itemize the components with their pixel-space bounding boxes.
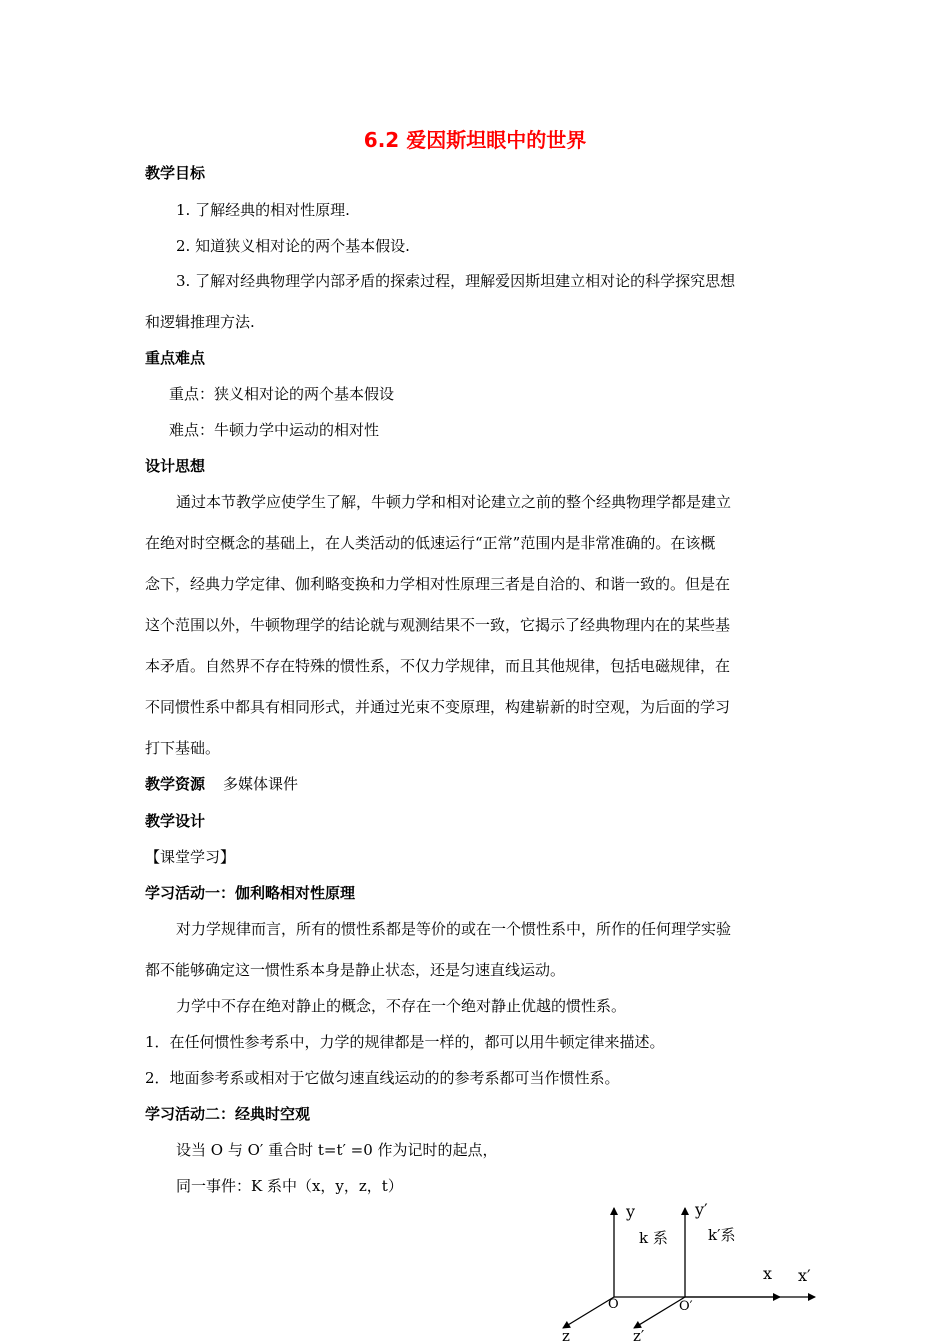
resources-value: 多媒体课件 — [223, 775, 299, 793]
x-label: x — [763, 1264, 773, 1283]
design-idea-line: 这个范围以外，牛顿物理学的结论就与观测结果不一致，它揭示了经典物理内在的某些基 — [145, 616, 731, 634]
z-axis — [563, 1297, 614, 1328]
z-prime-axis — [634, 1297, 685, 1328]
y-label: y — [626, 1202, 636, 1221]
design-idea-line: 不同惯性系中都具有相同形式，并通过光束不变原理，构建崭新的时空观，为后面的学习 — [145, 698, 731, 716]
resources-row — [145, 774, 298, 794]
activity2-line-2: 同一事件：K 系中（x，y，z，t） — [176, 1177, 403, 1195]
origin-o-label: O — [608, 1297, 619, 1312]
design-idea-line: 在绝对时空概念的基础上，在人类活动的低速运行“正常”范围内是非常准确的。在该概 — [145, 534, 716, 552]
reference-frames-diagram — [550, 1195, 830, 1344]
goals-heading: 教学目标 — [145, 164, 206, 182]
goal-item-3-continued: 和逻辑推理方法. — [145, 313, 255, 331]
keypoints-heading: 重点难点 — [145, 349, 206, 367]
classroom-label: 【课堂学习】 — [145, 848, 236, 866]
x-prime-label: x′ — [798, 1266, 811, 1285]
k-prime-frame-label: k′系 — [708, 1226, 736, 1244]
teaching-design-heading: 教学设计 — [145, 812, 206, 830]
goal-item-2: 2. 知道狭义相对论的两个基本假设. — [176, 237, 410, 255]
activity1-paragraph-line: 对力学规律而言，所有的惯性系都是等价的或在一个惯性系中，所作的任何理学实验 — [176, 920, 732, 938]
activity1-paragraph-line: 都不能够确定这一惯性系本身是静止状态，还是匀速直线运动。 — [145, 961, 566, 979]
activity1-paragraph-2: 力学中不存在绝对静止的概念，不存在一个绝对静止优越的惯性系。 — [176, 997, 627, 1015]
goal-item-3: 3. 了解对经典物理学内部矛盾的探索过程，理解爱因斯坦建立相对论的科学探究思想 — [176, 272, 736, 290]
difficult-point: 难点：牛顿力学中运动的相对性 — [169, 421, 380, 439]
activity1-item-1: 1．在任何惯性参考系中，力学的规律都是一样的，都可以用牛顿定律来描述。 — [145, 1033, 665, 1051]
z-prime-label: z′ — [633, 1327, 645, 1344]
activity2-heading: 学习活动二：经典时空观 — [145, 1105, 311, 1123]
design-idea-line: 打下基础。 — [145, 739, 221, 757]
activity2-line-1: 设当 O 与 O′ 重合时 t=t′ =0 作为记时的起点， — [176, 1141, 498, 1159]
key-point: 重点：狭义相对论的两个基本假设 — [169, 385, 395, 403]
activity1-item-2: 2．地面参考系或相对于它做匀速直线运动的的参考系都可当作惯性系。 — [145, 1069, 620, 1087]
goal-item-1: 1. 了解经典的相对性原理. — [176, 201, 350, 219]
design-idea-line: 通过本节教学应使学生了解，牛顿力学和相对论建立之前的整个经典物理学都是建立 — [176, 493, 732, 511]
origin-o-prime-label: O′ — [679, 1299, 693, 1314]
page-title: 6.2 爱因斯坦眼中的世界 — [363, 128, 587, 152]
k-frame-label: k 系 — [639, 1229, 668, 1247]
z-label: z — [562, 1327, 570, 1344]
design-idea-line: 念下，经典力学定律、伽利略变换和力学相对性原理三者是自洽的、和谐一致的。但是在 — [145, 575, 731, 593]
y-prime-label: y′ — [695, 1200, 708, 1219]
design-idea-heading: 设计思想 — [145, 457, 206, 475]
design-idea-line: 本矛盾。自然界不存在特殊的惯性系，不仅力学规律，而且其他规律，包括电磁规律，在 — [145, 657, 731, 675]
resources-heading: 教学资源 — [145, 775, 206, 793]
activity1-heading: 学习活动一：伽利略相对性原理 — [145, 884, 356, 902]
